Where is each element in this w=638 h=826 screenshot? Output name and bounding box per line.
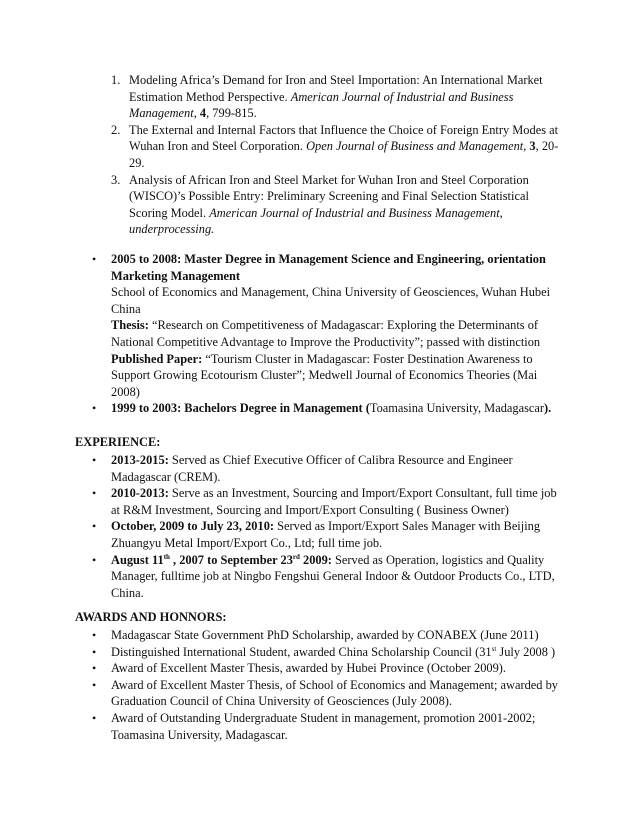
education-section xyxy=(0,251,638,417)
publication-status: underprocessing. xyxy=(129,222,215,237)
published-paper-label: Published Paper: xyxy=(111,351,203,366)
bullet-icon: • xyxy=(92,677,97,692)
experience-text: Served as Chief Executive Officer of Calibra Resource and Engineer Madagascar (CREM). xyxy=(111,453,513,484)
experience-item xyxy=(0,452,566,485)
award-text: Award of Excellent Master Thesis, of School of Economics and Management; awarded by Graduation Council of China University of Geosciences (July 2008). xyxy=(111,677,558,709)
bullet-icon: • xyxy=(92,710,97,725)
education-item-bachelor: • 1999 to 2003: Bachelors Degree in Management (Toamasina University, Madagascar). xyxy=(92,401,552,416)
experience-date: 2010-2013: xyxy=(111,486,169,501)
degree-title: 2005 to 2008: Master Degree in Management Science and Engineering, orientation Marketing Management xyxy=(111,252,546,283)
experience-date: 2013-2015: xyxy=(111,453,169,467)
award-item xyxy=(0,677,566,710)
thesis-label: Thesis: xyxy=(111,318,149,333)
publication-list xyxy=(0,72,638,238)
bullet-icon: • xyxy=(92,453,97,467)
award-text: Madagascar State Government PhD Scholarship, awarded by CONABEX (June 2011) xyxy=(111,628,539,642)
degree-school: Toamasina University, Madagascar xyxy=(369,401,545,416)
degree-school: School of Economics and Management, China University of Geosciences, Wuhan Hubei China xyxy=(111,285,551,316)
award-text: Award of Excellent Master Thesis, awarded by Hubei Province (October 2009). xyxy=(111,661,507,676)
publication-item: 2. The External and Internal Factors that Influence the Choice of Foreign Entry Modes at Wuhan Iron and Steel Corporation. Open Journal of Business and Management, 3, 20-29. xyxy=(111,122,559,170)
award-item xyxy=(0,627,566,644)
bullet-icon: • xyxy=(92,661,97,676)
experience-text: Served as Operation, logistics and Quality Manager, fulltime job at Ningbo Fengshui General Indoor & Outdoor Products Co., LTD, China. xyxy=(111,552,555,600)
publication-journal: American Journal of Industrial and Business Management xyxy=(129,89,514,121)
bullet-icon: • xyxy=(92,486,97,501)
experience-text: Served as Import/Export Sales Manager with Beijing Zhuangyu Metal Import/Export Co., Ltd; full time job. xyxy=(111,519,541,550)
bullet-icon: • xyxy=(92,628,97,642)
published-paper-text: “Tourism Cluster in Madagascar: Foster Destination Awareness to Support Growing Ecotourism Cluster”; Medwell Journal of Economics Theories (Mai 2008) xyxy=(111,351,538,399)
experience-section xyxy=(0,452,638,601)
publication-pages: , 20-29. xyxy=(129,139,559,170)
award-item xyxy=(0,710,566,743)
publication-journal: Open Journal of Business and Management xyxy=(306,139,524,154)
bullet-icon: • xyxy=(92,401,97,416)
degree-title: 1999 to 2003: Bachelors Degree in Management ( xyxy=(111,401,370,416)
awards-heading: AWARDS AND HONNORS: xyxy=(75,610,227,624)
thesis-text: “Research on Competitiveness of Madagascar: Exploring the Determinants of National Competitive Advantage to Improve the Productivity”; passed with distinction xyxy=(111,318,541,349)
publication-item: 3. Analysis of African Iron and Steel Market for Wuhan Iron and Steel Corporation (WISCO)’s Possible Entry: Preliminary Screening and Final Selection Statistical Scoring Model. American Journal of Industrial and Business Management, underprocessing. xyxy=(111,172,529,237)
publication-title: The External and Internal Factors that Influence the Choice of Foreign Entry Modes at Wuhan Iron and Steel Corporation. xyxy=(129,122,559,154)
bullet-icon: • xyxy=(92,252,97,266)
experience-date: October, 2009 to July 23, 2010: xyxy=(111,519,275,534)
publication-title: Modeling Africa’s Demand for Iron and Steel Importation: An International Market Estimation Method Perspective. xyxy=(129,73,543,104)
award-text: Award of Outstanding Undergraduate Student in management, promotion 2001-2002; Toamasina University, Madagascar. xyxy=(111,710,536,742)
experience-item xyxy=(0,485,566,518)
award-item xyxy=(0,660,566,677)
publication-number: 1. xyxy=(111,73,121,87)
publication-title: Analysis of African Iron and Steel Market for Wuhan Iron and Steel Corporation (WISCO)’s Possible Entry: Preliminary Screening and Final Selection Statistical Scoring Model. xyxy=(129,172,529,220)
experience-text: Serve as an Investment, Sourcing and Import/Export Consultant, full time job at R&M Investment, Sourcing and Import/Export Consulting ( Business Owner) xyxy=(111,486,557,517)
awards-section xyxy=(0,627,638,743)
bullet-icon: • xyxy=(92,644,97,659)
education-item-master xyxy=(0,251,566,400)
publication-volume: 3 xyxy=(529,139,536,154)
bullet-icon: • xyxy=(92,519,97,534)
experience-date: August 11th , 2007 to September 23rd 2009: xyxy=(111,552,332,567)
bullet-icon: • xyxy=(92,552,97,567)
publication-number: 2. xyxy=(111,122,121,137)
publication-journal: American Journal of Industrial and Business Management xyxy=(209,205,500,220)
publication-pages: , 799-815. xyxy=(206,106,257,121)
publication-number: 3. xyxy=(111,172,121,187)
award-text: Distinguished International Student, awarded China Scholarship Council (31 xyxy=(111,644,492,659)
publication-item: 1. Modeling Africa’s Demand for Iron and Steel Importation: An International Market Estimation Method Perspective. American Journal of Industrial and Business Management, 4, 799-815. xyxy=(111,73,543,121)
award-item: • Distinguished International Student, awarded China Scholarship Council (31st July 2008 ) xyxy=(92,644,556,659)
experience-heading: EXPERIENCE: xyxy=(75,435,161,449)
experience-item xyxy=(0,518,566,551)
publication-volume: 4 xyxy=(199,106,207,121)
experience-item xyxy=(0,552,566,602)
